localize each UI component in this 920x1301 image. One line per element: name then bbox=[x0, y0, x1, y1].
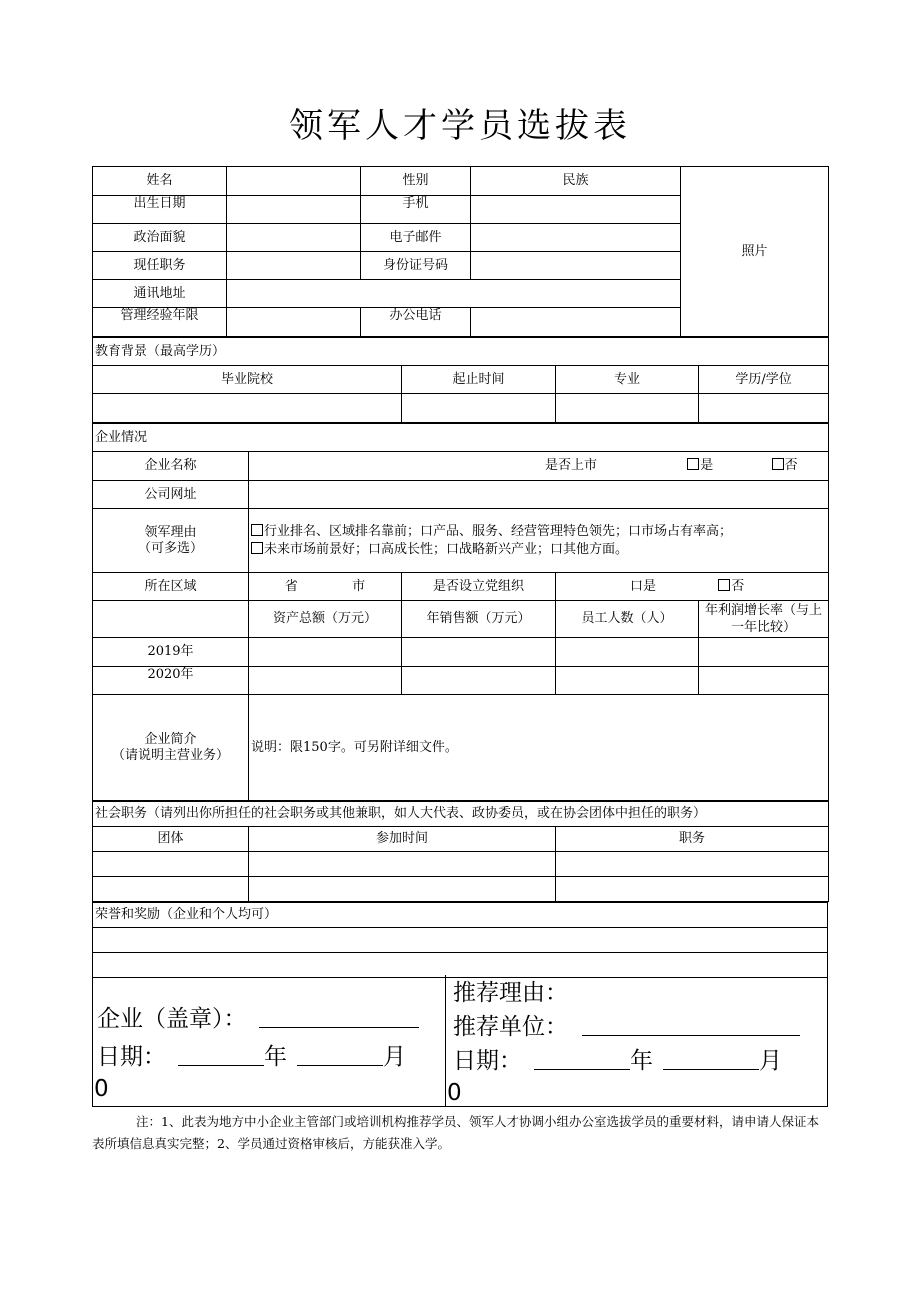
fin-corner bbox=[93, 601, 249, 638]
social-time-field[interactable] bbox=[249, 877, 556, 902]
reason-prospect-checkbox[interactable] bbox=[251, 542, 263, 554]
mgmt-years-field[interactable] bbox=[227, 308, 361, 337]
listed-label: 是否上市 bbox=[545, 458, 598, 473]
listed-no-checkbox[interactable] bbox=[772, 458, 784, 470]
social-role-field[interactable] bbox=[556, 852, 829, 877]
edu-degree-field[interactable] bbox=[699, 394, 829, 423]
company-day-digit: 0 bbox=[94, 1076, 109, 1102]
company-year-line[interactable] bbox=[178, 1045, 264, 1066]
company-year-label: 年 bbox=[264, 1044, 287, 1070]
year-2019-label: 2019年 bbox=[93, 638, 249, 667]
lead-reason-line2: 未来市场前景好；口高成长性；口战略新兴产业；口其他方面。 bbox=[264, 541, 629, 557]
mobile-label: 手机 bbox=[361, 196, 471, 224]
mgmt-years-label: 管理经验年限 bbox=[93, 308, 227, 337]
party-no-label: 否 bbox=[731, 578, 745, 594]
sales-2020-field[interactable] bbox=[402, 667, 556, 695]
signature-block bbox=[92, 975, 828, 1107]
party-options bbox=[556, 573, 829, 601]
social-header-role: 职务 bbox=[556, 827, 829, 852]
honors-section-label: 荣誉和奖励（企业和个人均可） bbox=[93, 903, 828, 928]
social-header-time: 参加时间 bbox=[249, 827, 556, 852]
employees-2019-field[interactable] bbox=[556, 638, 699, 667]
enterprise-table bbox=[92, 423, 829, 801]
recommend-unit-line[interactable] bbox=[582, 1015, 800, 1036]
personal-info-table bbox=[92, 166, 829, 337]
honors-field[interactable] bbox=[93, 928, 828, 953]
recommend-month-line[interactable] bbox=[663, 1049, 759, 1070]
company-seal-label: 企业（盖章）： bbox=[97, 1006, 247, 1032]
edu-major-field[interactable] bbox=[556, 394, 699, 423]
assets-2020-field[interactable] bbox=[249, 667, 402, 695]
office-phone-label: 办公电话 bbox=[361, 308, 471, 337]
social-section-label: 社会职务（请列出你所担任的社会职务或其他兼职，如人大代表、政协委员，或在协会团体中担任的职务） bbox=[93, 802, 829, 827]
edu-header-degree: 学历/学位 bbox=[699, 366, 829, 394]
social-group-field[interactable] bbox=[93, 852, 249, 877]
website-field[interactable] bbox=[249, 481, 829, 509]
recommender-signature bbox=[446, 975, 828, 1106]
growth-2020-field[interactable] bbox=[699, 667, 829, 695]
fin-header-employees: 员工人数（人） bbox=[556, 601, 699, 638]
social-time-field[interactable] bbox=[249, 852, 556, 877]
recommend-date-label: 日期： bbox=[453, 1048, 522, 1074]
footnote: 注：1、此表为地方中小企业主管部门或培训机构推荐学员、领军人才协调小组办公室选拔学员的重要材料，请申请人保证本表所填信息真实完整；2、学员通过资格审核后，方能获准入学。 bbox=[92, 1114, 819, 1151]
mobile-field[interactable] bbox=[471, 196, 681, 224]
enterprise-section-label: 企业情况 bbox=[93, 424, 829, 452]
political-field[interactable] bbox=[227, 224, 361, 252]
page-title: 领军人才学员选拔表 bbox=[289, 106, 631, 146]
company-month-line[interactable] bbox=[297, 1045, 383, 1066]
lead-reason-label bbox=[93, 509, 249, 573]
application-form bbox=[92, 166, 828, 978]
employees-2020-field[interactable] bbox=[556, 667, 699, 695]
social-role-field[interactable] bbox=[556, 877, 829, 902]
social-header-group: 团体 bbox=[93, 827, 249, 852]
intro-label-line2: （请说明主营业务） bbox=[111, 747, 229, 763]
recommend-month-label: 月 bbox=[759, 1048, 782, 1074]
political-label: 政治面貌 bbox=[93, 224, 227, 252]
address-label: 通讯地址 bbox=[93, 280, 227, 308]
lead-reason-label-line2: （可多选） bbox=[137, 540, 203, 556]
honors-field[interactable] bbox=[93, 953, 828, 978]
enterprise-name-label: 企业名称 bbox=[93, 452, 249, 481]
party-label: 是否设立党组织 bbox=[402, 573, 556, 601]
reason-ranking-checkbox[interactable] bbox=[251, 524, 263, 536]
sales-2019-field[interactable] bbox=[402, 638, 556, 667]
recommend-reason-label: 推荐理由： bbox=[453, 980, 568, 1006]
ethnicity-label[interactable]: 民族 bbox=[471, 167, 681, 196]
position-field[interactable] bbox=[227, 252, 361, 280]
region-label: 所在区域 bbox=[93, 573, 249, 601]
photo-box[interactable]: 照片 bbox=[681, 167, 829, 337]
assets-2019-field[interactable] bbox=[249, 638, 402, 667]
company-date-label: 日期： bbox=[97, 1044, 166, 1070]
position-label: 现任职务 bbox=[93, 252, 227, 280]
email-field[interactable] bbox=[471, 224, 681, 252]
name-field[interactable] bbox=[227, 167, 361, 196]
office-phone-field[interactable] bbox=[471, 308, 681, 337]
edu-header-period: 起止时间 bbox=[402, 366, 556, 394]
recommend-year-label: 年 bbox=[630, 1048, 653, 1074]
region-field[interactable] bbox=[249, 573, 402, 601]
listed-yes-label: 是 bbox=[700, 458, 714, 473]
edu-period-field[interactable] bbox=[402, 394, 556, 423]
recommend-year-line[interactable] bbox=[534, 1049, 630, 1070]
lead-reason-line1: 行业排名、区域排名靠前；口产品、服务、经营管理特色领先；口市场占有率高； bbox=[264, 523, 733, 539]
city-label: 市 bbox=[352, 578, 366, 594]
fin-header-assets: 资产总额（万元） bbox=[249, 601, 402, 638]
gender-label: 性别 bbox=[361, 167, 471, 196]
party-yes-option[interactable]: 口是 bbox=[630, 578, 657, 594]
listed-no-label: 否 bbox=[784, 458, 798, 473]
edu-school-field[interactable] bbox=[93, 394, 402, 423]
year-2020-label: 2020年 bbox=[93, 667, 249, 695]
fin-header-sales: 年销售额（万元） bbox=[402, 601, 556, 638]
fin-header-profit-growth: 年利润增长率（与上一年比较） bbox=[699, 601, 829, 638]
recommend-day-digit: 0 bbox=[447, 1080, 462, 1106]
listed-yes-checkbox[interactable] bbox=[687, 458, 699, 470]
birth-field[interactable] bbox=[227, 196, 361, 224]
lead-reason-options bbox=[249, 509, 829, 573]
company-seal-line[interactable] bbox=[259, 1007, 419, 1028]
id-label: 身份证号码 bbox=[361, 252, 471, 280]
recommend-unit-label: 推荐单位： bbox=[453, 1014, 568, 1040]
edu-header-major: 专业 bbox=[556, 366, 699, 394]
company-month-label: 月 bbox=[383, 1044, 406, 1070]
social-group-field[interactable] bbox=[93, 877, 249, 902]
honors-table bbox=[92, 902, 828, 978]
party-no-checkbox[interactable] bbox=[718, 579, 730, 591]
email-label: 电子邮件 bbox=[361, 224, 471, 252]
intro-label bbox=[93, 695, 249, 801]
intro-note: 说明：限150字。可另附详细文件。 bbox=[251, 739, 458, 755]
education-table bbox=[92, 337, 829, 423]
growth-2019-field[interactable] bbox=[699, 638, 829, 667]
lead-reason-label-line1: 领军理由 bbox=[144, 524, 197, 540]
education-section-label: 教育背景（最高学历） bbox=[93, 338, 829, 366]
edu-header-school: 毕业院校 bbox=[93, 366, 402, 394]
id-field[interactable] bbox=[471, 252, 681, 280]
intro-label-line1: 企业简介 bbox=[144, 731, 197, 747]
website-label: 公司网址 bbox=[93, 481, 249, 509]
enterprise-name-field[interactable] bbox=[249, 452, 829, 481]
company-signature bbox=[93, 975, 446, 1106]
province-label: 省 bbox=[284, 578, 298, 594]
address-field[interactable] bbox=[227, 280, 681, 308]
intro-field[interactable] bbox=[249, 695, 829, 801]
social-roles-table bbox=[92, 801, 829, 902]
birth-label: 出生日期 bbox=[93, 196, 227, 224]
name-label: 姓名 bbox=[93, 167, 227, 196]
